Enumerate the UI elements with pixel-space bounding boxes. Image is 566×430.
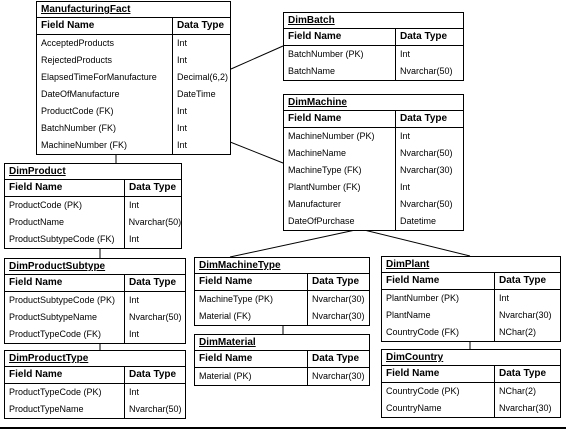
data-type-cell: Int (177, 106, 188, 116)
column-header-field: Field Name (382, 273, 495, 289)
table-dim-plant (381, 256, 561, 342)
table-row (37, 35, 230, 52)
field-name-cell: CountryCode (FK) (382, 324, 495, 341)
data-type-cell: Int (129, 234, 140, 244)
table-row (5, 197, 181, 214)
table-row (284, 63, 463, 80)
data-type-cell: NChar(2) (499, 327, 537, 337)
column-header-field: Field Name (195, 274, 308, 290)
data-type-cell: Int (400, 49, 411, 59)
column-header-row (382, 273, 560, 290)
data-type-cell: Nvarchar(50) (400, 66, 453, 76)
column-header-field: Field Name (5, 180, 125, 196)
column-header-type: Data Type (312, 353, 360, 364)
table-row (195, 308, 369, 325)
data-type-cell: Nvarchar(30) (312, 371, 365, 381)
table-manufacturing-fact (36, 1, 231, 155)
table-dim-material (194, 334, 370, 386)
table-title: DimProductType (5, 351, 185, 367)
data-type-cell: Nvarchar(50) (128, 217, 181, 227)
field-name-cell: MachineNumber (FK) (37, 137, 173, 154)
table-row (5, 309, 185, 326)
table-row (37, 103, 230, 120)
column-header-type: Data Type (129, 182, 177, 193)
column-header-type: Data Type (129, 277, 177, 288)
data-type-cell: DateTime (177, 89, 216, 99)
column-header-row (382, 366, 560, 383)
field-name-cell: ProductTypeCode (FK) (5, 326, 125, 343)
data-type-cell: Nvarchar(30) (499, 310, 552, 320)
field-name-cell: ProductName (5, 214, 125, 231)
table-dim-country (381, 349, 561, 418)
data-type-cell: Int (177, 38, 188, 48)
data-type-cell: Int (400, 182, 411, 192)
column-header-field: Field Name (382, 366, 495, 382)
table-row (284, 145, 463, 162)
field-name-cell: DateOfManufacture (37, 86, 173, 103)
table-dim-batch (283, 12, 464, 81)
field-name-cell: BatchNumber (FK) (37, 120, 173, 137)
table-row (5, 214, 181, 231)
table-row (284, 128, 463, 145)
column-header-field: Field Name (195, 351, 308, 367)
table-title: DimMachine (284, 95, 463, 111)
table-dim-product (4, 163, 182, 249)
data-type-cell: Int (129, 295, 140, 305)
column-header-row (195, 274, 369, 291)
data-type-cell: Decimal(6,2) (177, 72, 229, 82)
column-header-type: Data Type (499, 368, 547, 379)
field-name-cell: ProductSubtypeCode (PK) (5, 292, 125, 309)
table-row (37, 137, 230, 154)
data-type-cell: Nvarchar(30) (499, 403, 552, 413)
column-header-row (5, 367, 185, 384)
column-header-type: Data Type (177, 20, 225, 31)
field-name-cell: ProductSubtypeCode (FK) (5, 231, 125, 248)
table-title: DimBatch (284, 13, 463, 29)
field-name-cell: Material (PK) (195, 368, 308, 385)
data-type-cell: Int (177, 123, 188, 133)
table-title: DimProductSubtype (5, 259, 185, 275)
field-name-cell: CountryCode (PK) (382, 383, 495, 400)
field-name-cell: MachineType (PK) (195, 291, 308, 308)
table-row (284, 46, 463, 63)
field-name-cell: BatchNumber (PK) (284, 46, 396, 63)
table-row (195, 291, 369, 308)
field-name-cell: ProductCode (PK) (5, 197, 125, 214)
field-name-cell: PlantName (382, 307, 495, 324)
table-row (5, 384, 185, 401)
table-dim-machine-type (194, 257, 370, 326)
table-row (284, 179, 463, 196)
column-header-field: Field Name (37, 18, 173, 34)
table-row (37, 86, 230, 103)
field-name-cell: ProductTypeCode (PK) (5, 384, 125, 401)
column-header-row (284, 111, 463, 128)
column-header-type: Data Type (400, 31, 448, 42)
field-name-cell: ProductTypeName (5, 401, 125, 418)
column-header-field: Field Name (5, 367, 125, 383)
field-name-cell: RejectedProducts (37, 52, 173, 69)
table-title: DimProduct (5, 164, 181, 180)
table-row (382, 307, 560, 324)
table-row (37, 120, 230, 137)
column-header-type: Data Type (312, 276, 360, 287)
table-dim-product-type (4, 350, 186, 419)
table-row (5, 292, 185, 309)
data-type-cell: Nvarchar(30) (400, 165, 453, 175)
data-type-cell: Nvarchar(50) (400, 199, 453, 209)
table-title: DimMaterial (195, 335, 369, 351)
field-name-cell: DateOfPurchase (284, 213, 396, 230)
data-type-cell: Int (177, 140, 188, 150)
field-name-cell: ProductSubtypeName (5, 309, 125, 326)
field-name-cell: MachineType (FK) (284, 162, 396, 179)
data-type-cell: Nvarchar(30) (312, 311, 365, 321)
field-name-cell: AcceptedProducts (37, 35, 173, 52)
table-row (382, 290, 560, 307)
column-header-row (5, 180, 181, 197)
column-header-row (195, 351, 369, 368)
table-title: ManufacturingFact (37, 2, 230, 18)
table-row (284, 162, 463, 179)
data-type-cell: Int (129, 200, 140, 210)
field-name-cell: ProductCode (FK) (37, 103, 173, 120)
data-type-cell: Nvarchar(30) (312, 294, 365, 304)
data-type-cell: Int (499, 293, 510, 303)
table-row (5, 326, 185, 343)
field-name-cell: BatchName (284, 63, 396, 80)
data-type-cell: Datetime (400, 216, 437, 226)
field-name-cell: MachineName (284, 145, 396, 162)
data-type-cell: Int (129, 387, 140, 397)
data-type-cell: Nvarchar(50) (129, 404, 182, 414)
table-title: DimMachineType (195, 258, 369, 274)
column-header-type: Data Type (129, 369, 177, 380)
relation-machine-machinetype (230, 229, 360, 257)
table-row (284, 213, 463, 230)
column-header-field: Field Name (5, 275, 125, 291)
data-type-cell: Int (129, 329, 140, 339)
data-type-cell: Int (400, 131, 411, 141)
table-title: DimCountry (382, 350, 560, 366)
table-row (37, 69, 230, 86)
field-name-cell: MachineNumber (PK) (284, 128, 396, 145)
column-header-type: Data Type (499, 275, 547, 286)
field-name-cell: Material (FK) (195, 308, 308, 325)
table-row (382, 400, 560, 417)
table-title: DimPlant (382, 257, 560, 273)
field-name-cell: ElapsedTimeForManufacture (37, 69, 173, 86)
column-header-row (284, 29, 463, 46)
field-name-cell: PlantNumber (FK) (284, 179, 396, 196)
field-name-cell: CountryName (382, 400, 495, 417)
column-header-field: Field Name (284, 29, 396, 45)
column-header-row (37, 18, 230, 35)
field-name-cell: PlantNumber (PK) (382, 290, 495, 307)
column-header-field: Field Name (284, 111, 396, 127)
table-row (37, 52, 230, 69)
field-name-cell: Manufacturer (284, 196, 396, 213)
relation-machine-plant (360, 229, 470, 256)
table-row (382, 324, 560, 341)
relation-fact-batch (231, 46, 283, 69)
data-type-cell: Int (177, 55, 188, 65)
data-type-cell: NChar(2) (499, 386, 537, 396)
table-dim-machine (283, 94, 464, 231)
table-row (5, 231, 181, 248)
table-row (284, 196, 463, 213)
table-row (195, 368, 369, 385)
table-row (382, 383, 560, 400)
table-row (5, 401, 185, 418)
data-type-cell: Nvarchar(50) (129, 312, 182, 322)
column-header-row (5, 275, 185, 292)
bottom-rule (0, 427, 566, 429)
table-dim-product-subtype (4, 258, 186, 344)
column-header-type: Data Type (400, 113, 448, 124)
data-type-cell: Nvarchar(50) (400, 148, 453, 158)
